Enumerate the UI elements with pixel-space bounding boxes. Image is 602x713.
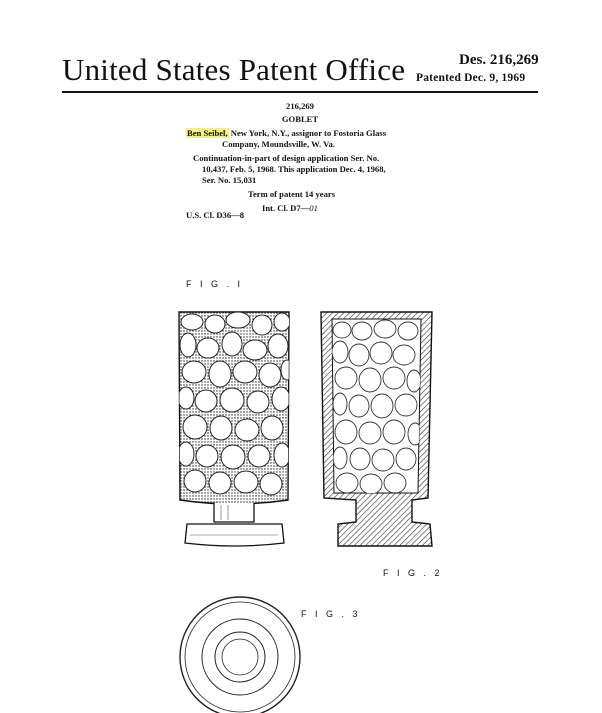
continuation-line-1: Continuation-in-part of design application Ser. No. <box>193 153 380 163</box>
fig1-goblet <box>178 312 293 546</box>
term-of-patent: Term of patent 14 years <box>248 189 336 199</box>
fig3-top-view <box>180 597 300 713</box>
inventor-name: Ben Seibel, <box>187 128 228 138</box>
assignee-line: Company, Moundsville, W. Va. <box>222 139 335 149</box>
fig2-label: F I G . 2 <box>383 568 443 578</box>
int-class-suffix: 01 <box>309 203 318 213</box>
continuation-line-3: Ser. No. 15,031 <box>202 175 257 185</box>
continuation-line-2: 10,437, Feb. 5, 1968. This application Dec. 4, 1968, <box>202 164 386 174</box>
patent-office-title: United States Patent Office <box>62 52 406 87</box>
design-number: Des. 216,269 <box>459 52 539 68</box>
assignee-text: New York, N.Y., assignor to Fostoria Glass <box>228 128 387 138</box>
patented-date: Patented Dec. 9, 1969 <box>416 72 526 84</box>
fig1-label: F I G . I <box>186 279 244 289</box>
fig3-label: F I G . 3 <box>301 609 361 619</box>
int-class-text: Int. Cl. D7— <box>262 203 310 213</box>
patent-number: 216,269 <box>286 101 314 111</box>
us-class: U.S. Cl. D36—8 <box>186 210 245 220</box>
patent-title: GOBLET <box>281 114 319 124</box>
fig2-goblet-section <box>321 312 432 546</box>
